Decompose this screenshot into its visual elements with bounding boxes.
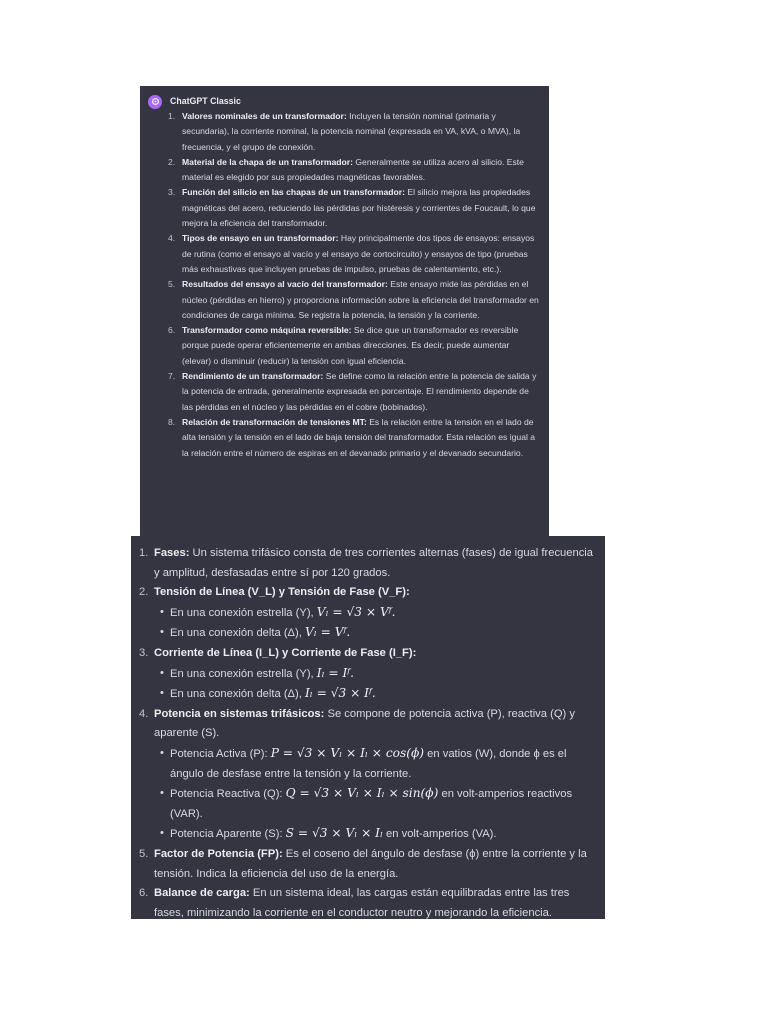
openai-swirl-icon — [148, 95, 162, 109]
item-text: En un sistema ideal, las cargas están equilibradas entre las tres fases, minimizando la corriente en el conductor neutro y mejorando la eficiencia. — [154, 887, 570, 919]
item-number: 4. — [168, 233, 176, 244]
sub-list-item — [170, 664, 597, 685]
sub-item-text: en volt-amperios reactivos (VAR). — [170, 788, 573, 820]
sub-list — [154, 664, 597, 705]
item-text: Es el coseno del ángulo de desfase (ϕ) entre la corriente y la tensión. Indica la eficiencia del uso de la energía. — [154, 847, 587, 880]
item-text: Este ensayo mide las pérdidas en el núcleo (pérdidas en hierro) y proporciona información sobre la eficiencia del transformador en condiciones de carga mínima. Se registra la potencia, la tensión y la corriente. — [182, 279, 539, 320]
item-number: 6. — [168, 325, 176, 336]
sub-item-text: En una conexión delta (Δ), — [170, 627, 305, 640]
item-number: 4. — [139, 707, 149, 720]
item-title: Corriente de Línea (I_L) y Corriente de Fase (I_F): — [154, 646, 417, 659]
sub-item-text: Potencia Reactiva (Q): — [170, 788, 286, 801]
list-item — [168, 109, 541, 155]
threephase-answer-list — [139, 544, 597, 923]
item-number: 7. — [168, 371, 176, 382]
item-title: Función del silicio en las chapas de un transformador: — [182, 187, 406, 198]
item-number: 6. — [139, 887, 149, 900]
item-title: Fases: — [154, 547, 190, 559]
item-title: Rendimiento de un transformador: — [182, 371, 324, 382]
item-title: Tipos de ensayo en un transformador: — [182, 233, 339, 244]
item-title: Factor de Potencia (FP): — [154, 847, 283, 860]
item-number: 2. — [139, 586, 149, 599]
list-item — [139, 705, 597, 845]
sub-list-item — [170, 784, 597, 824]
item-text: Generalmente se utiliza acero al silicio. Este material es elegido por sus propiedades magnéticas favorables. — [182, 156, 524, 183]
formula: Iₗ = √3 × Iᶠ. — [304, 686, 376, 701]
item-text: Se define como la relación entre la potencia de salida y la potencia de entrada, generalmente expresada en porcentaje. El rendimiento depende de las pérdidas en el núcleo y las pérdidas en el cobre (bobinados). — [182, 371, 537, 412]
sub-list — [154, 603, 597, 644]
sub-item-text: En una conexión estrella (Y), — [170, 606, 317, 619]
sub-item-text: Potencia Aparente (S): — [170, 828, 286, 841]
list-item — [168, 231, 541, 277]
list-item — [168, 415, 541, 461]
item-title: Tensión de Línea (V_L) y Tensión de Fase (V_F): — [154, 586, 410, 599]
sub-list-item — [170, 684, 597, 705]
list-item — [168, 323, 541, 369]
list-item — [139, 544, 597, 583]
item-title: Transformador como máquina reversible: — [182, 325, 352, 336]
item-number: 2. — [168, 156, 176, 167]
list-item — [139, 583, 597, 644]
formula: Vₗ = √3 × Vᶠ. — [316, 604, 396, 619]
list-item — [168, 369, 541, 415]
sub-list-item — [170, 824, 597, 845]
sub-item-text: en vatios (W), donde ϕ es el ángulo de desfase entre la tensión y la corriente. — [170, 747, 567, 780]
list-item — [168, 277, 541, 323]
formula: Q = √3 × Vₗ × Iₗ × sin(ϕ) — [285, 786, 439, 801]
formula: Vₗ = Vᶠ. — [304, 625, 351, 640]
app-name: ChatGPT Classic — [170, 95, 241, 106]
item-title: Balance de carga: — [154, 887, 250, 900]
list-item — [139, 884, 597, 923]
list-item — [168, 155, 541, 186]
item-number: 5. — [168, 279, 176, 290]
sub-list-item — [170, 623, 597, 644]
chat-message-panel — [140, 86, 549, 538]
item-number: 8. — [168, 416, 176, 427]
item-text: Un sistema trifásico consta de tres corrientes alternas (fases) de igual frecuencia y amplitud, desfasadas entre sí por 120 grados. — [154, 547, 594, 579]
item-number: 3. — [139, 646, 149, 659]
item-text: Incluyen la tensión nominal (primaria y secundaria), la corriente nominal, la potencia nominal (expresada en VA, kVA, o MVA), la frecuencia, y el grupo de conexión. — [182, 111, 521, 152]
list-item — [139, 845, 597, 884]
formula: P = √3 × Vₗ × Iₗ × cos(ϕ) — [270, 745, 425, 760]
sub-item-text: En una conexión estrella (Y), — [170, 667, 317, 680]
formula: Iₗ = Iᶠ. — [316, 665, 355, 680]
item-title: Material de la chapa de un transformador: — [182, 156, 353, 167]
item-number: 5. — [139, 847, 149, 860]
item-title: Potencia en sistemas trifásicos: — [154, 707, 325, 720]
item-number: 3. — [168, 187, 176, 198]
item-title: Relación de transformación de tensiones MT: — [182, 416, 367, 427]
list-item — [168, 185, 541, 231]
item-text: El silicio mejora las propiedades magnéticas del acero, reduciendo las pérdidas por histéresis y corrientes de Foucault, lo que mejora la eficiencia del transformador. — [182, 187, 536, 229]
transformer-answer-list — [148, 109, 541, 461]
item-text: Se compone de potencia activa (P), reactiva (Q) y aparente (S). — [154, 707, 575, 740]
sub-item-text: En una conexión delta (Δ), — [170, 688, 305, 701]
formula: S = √3 × Vₗ × Iₗ — [285, 826, 383, 841]
sub-item-text: en volt-amperios (VA). — [382, 828, 497, 841]
list-item — [139, 644, 597, 705]
sub-list-item — [170, 744, 597, 784]
item-number: 1. — [139, 547, 149, 559]
sub-item-text: Potencia Activa (P): — [170, 747, 271, 760]
item-text: Se dice que un transformador es reversible porque puede operar eficientemente en ambas direcciones. Es decir, puede aumentar (elevar) o disminuir (reducir) la tensión con igual eficiencia. — [182, 325, 519, 366]
item-title: Resultados del ensayo al vacío del transformador: — [182, 279, 388, 290]
chat-message-panel-threephase — [131, 536, 605, 919]
item-text: Hay principalmente dos tipos de ensayos: ensayos de rutina (como el ensayo al vacío y el ensayo de cortocircuito) y ensayos de tipo (pruebas más exhaustivas que incluyen pruebas de impulso, pruebas de calentamiento, etc.). — [182, 233, 535, 274]
item-number: 1. — [168, 111, 176, 121]
sub-list-item — [170, 603, 597, 624]
item-text: Es la relación entre la tensión en el lado de alta tensión y la tensión en el lado de baja tensión del transformador. Esta relación es igual a la relación entre el número de espiras en el devanado primario y el devanado secundario. — [182, 416, 536, 458]
sub-list — [154, 744, 597, 845]
item-title: Valores nominales de un transformador: — [182, 111, 347, 121]
message-header — [148, 94, 541, 109]
